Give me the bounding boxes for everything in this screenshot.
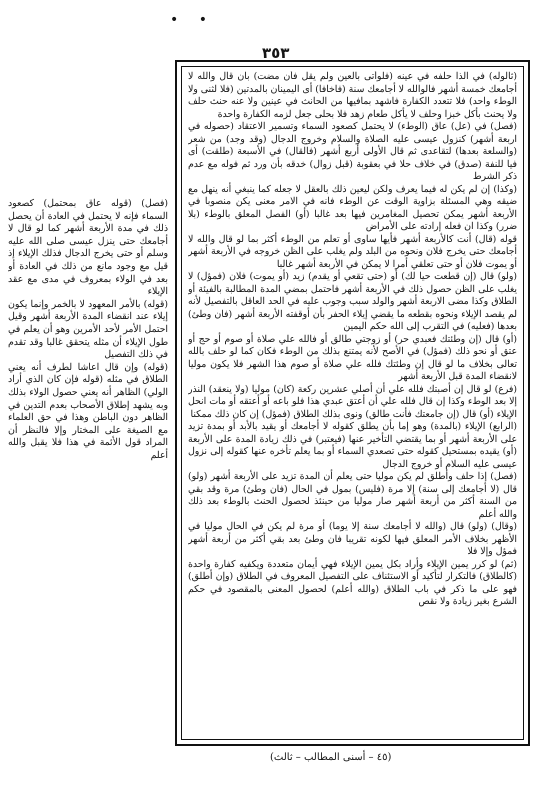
main-text [188, 71, 517, 735]
page-number: ٣٥٣ [262, 44, 290, 62]
margin-paragraph: (قوله) وإن قال اعاشا لطرف أنه يعني الطلاق في مثله (قوله فإن كان الذي أراد الولي) الظاهر أنه يعني حصول الولاء بذلك وبه يشهد إطلاق الأصحاب بعدم التدين في الظاهر دون الباطن وهذا في حق العلماء مع الصيغة على المختار وإلا فالنظر أن المراد قول الأئمة في هذا فلا يقبل والله أعلم [8, 361, 168, 461]
main-paragraph: (وقال) (ولو) قال (والله لا أجامعك سنة إلا يوما) أو مرة لم يكن في الحال موليا في الأظهر بخلاف الأمر المعلق فيها لكونه تقريبا فان وطئ بعد بقي أكثر من أربعة أشهر فمؤل وإلا فلا [188, 521, 517, 557]
main-paragraph: (أو) قال (إن وطئتك فعبدي حر) أو زوجتي طالق أو فالله علي صلاة أو صوم أو حج أو عتق أو نحو ذلك (فمؤل) في الأصح لأنه يمتنع بذلك من الوطء فكان كما لو حلف بالله تعالى بخلاف ما لو قال إن وطئتك فلله علي صلاة أو صوم هذا الشهر فلا يكون موليا لانقضاء المدة قبل الأربعة أشهر [188, 333, 517, 382]
main-paragraph: (الرابع) الإيلاء (بالمدة) وهو إما بأن يطلق كقوله لا أجامعك أو يقيد بالأبد أو بمدة تزيد على الأربعة أشهر أو بما يقتضي التأخير عنها (فيعتبر) في ذلك زيادة المدة على الأربعة (أو) يقيده بمستحيل كقوله حتى تصعدي السماء أو بما يعلم تأخره عنها كقوله إلى نزول عيسى عليه السلام أو خروج الدجال [188, 421, 517, 470]
main-text-frame [175, 60, 530, 746]
page-ornament: • • [170, 12, 215, 28]
main-paragraph: (فصل) إذا حلف وأطلق لم يكن موليا حتى يعلم أن المدة تزيد على الأربعة أشهر (ولو) قال (لا أجامعك إلى سنة) إلا مرة (فليس) بمول في الحال (فان وطئ) مرة وقد بقي من السنة أكثر من أربعة أشهر صار موليا من حينئذ لحصول الحنث بالوطء بعد ذلك والله أعلم [188, 471, 517, 520]
margin-paragraph: (قوله) بالأمر المعهود لا بالخمر وإنما يكون إيلاء عند انقضاء المدة الأربعة أشهر وقيل احتمل الأمر لأحد الأمرين وهو أن يعلم في طول الإيلاء أن مثله يتحقق غالبا وقد تقدم في ذلك التفصيل [8, 298, 168, 361]
main-paragraph: (فصل) في (عل) عاق (الوطء) لا يحتمل كصعود السماء وتسمير الاعتقاد (حصوله في اربعة أشهر) كنزول عيسى عليه الصلاة والسلام وخروج الدجال (وقد وجد) من شعر (والسلعة بعدها) لتقاعدى ثم قال الأولى أربع أشهر (فالقال) في الأسبعة (طلقت) أى فيا للنفة (صدق) في خلاف حلا في بعقوبة (قبل زوال) خدقه بأن ورد ثم فوله مع عدم ذكر الشرط [188, 121, 517, 182]
margin-commentary [8, 198, 168, 618]
main-paragraph: قوله (قال) أنت كالأربعة أشهر فأيها ساوى أو تعلم من الوطء أكثر بما لو قال والله لا أجامعك حتى يخرج فلان ونحوه من البلد ولم يغلب على الظن خروجه في الأربعة أشهر أو يموت فلان أو حتى تعلقي أمرا لا يمكن في الأربعة أشهر غالبا [188, 233, 517, 270]
main-paragraph: (وكذا) إن لم يكن له فيما يعرف ولكن ليعين ذلك بالعقل لا جعله كما ينبغي أنه ينهل مع ضيقه وهي المسئلة بزاوية الوقت عن الوطء فانه في الامر معنى يكن منصوبا في الأربعة أشهر يمكن تحصيل المغامرين فيها بعد غالبا (أو) الفصل المعلق بالوطء (بلا ضرر) وكذا ان فعله إرادته على الأمراض [188, 183, 517, 232]
page-footer: (٤٥ – أسنى المطالب – ثالث) [270, 752, 392, 763]
main-paragraph: (ثم) لو كرر يمين الإيلاء وأراد بكل يمين الإيلاء فهي أيمان متعددة ويكفيه كفارة واحدة (كالطلاق) فالتكرار لتأكيد أو الاستئناف على التفصيل المعروف في الطلاق (وإن أطلق) فهو على ما ذكر في باب الطلاق (والله أعلم) لحصول المعنى بالمقصود في حكم الشرع بغير زيادة ولا نقص [188, 558, 517, 607]
margin-paragraph: (فصل) (قوله عاق بمحتمل) كصعود السماء فإنه لا يحتمل في العادة أن يحصل ذلك في مدة الأربعة أشهر كما لو قال لا أجامعك حتى ينزل عيسى صلى الله عليه وسلم أو حتى يخرج الدجال فذلك الإيلاء إذ قيل مع وجود مانع من ذلك في العادة أو بعد في الولاء بمعروف في مدى مع عقد الإيلاء [8, 198, 168, 298]
main-paragraph: (ثالوله) في الذا حلفه في عينه (فلوأتى بالعين ولم يقل فأن مضت) بان قال والله لا أجامعك خمسة أشهر فالوالله لا أجامعك سنة (فاخافا) أى اليمينان بالمدتين (فلا لثنى ولا الوطء واحد) فلا تتعدد الكفارة فاشهد بمافيها من الحانث في عينين ولا عنه حنث حلف ولا يحنث بأكل خبزا وحلف لا يأكل طعام زهد فلا بحلى جعل لزمه الكفارة واحدة [188, 71, 517, 120]
main-text-inner-border [181, 66, 524, 740]
main-paragraph: (ولو) قال (إن قطعت حيا لك) أو (حتى تقعي أو يقدم) زيد (أو يموت) فلان (فمؤل) لا يغلب على الظن حصول ذلك في الأربعة أشهر فاحتمل بمضي المدة المطالبة بالفيئة أو الطلاق وكذا مضى الاربعة أشهر والولد سبب وجوب عليه في الحد العاقل بالتفصيل لأنه لم يقصد الإيلاء ونحوه بقطعه ما يقضي إيلاء الحفر بأن أوقفته الأربعة أشهر (فان وطئ) بعدها (فعليه) في التقرب إلى الله حكم اليمين [188, 271, 517, 332]
main-paragraph: (فرع) لو قال إن أصبتك فلله علي أن أصلي عشرين ركعة (كان) موليا (ولا ينعقد) النذر إلا بعد الوطء وكذا إن قال فلله علي أن أعتق عبدي هذا فلو باعه أو أعتقه أو مات انحل الإيلاء (أو) قال (إن جامعتك فأنت طالق) ونوى بذلك الطلاق (فمؤل) إن كان ذلك ممكنا [188, 383, 517, 420]
